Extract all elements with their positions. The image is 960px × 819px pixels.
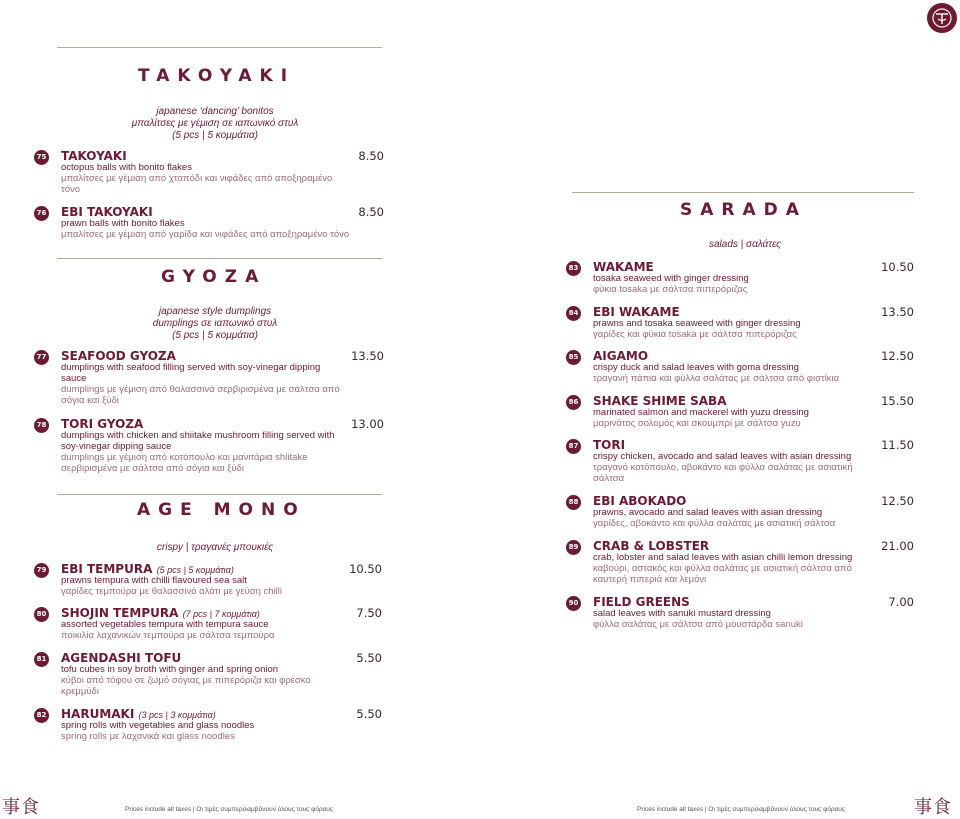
desc-en: dumplings with seafood filling served with soy-vinegar dipping sauce [61,362,321,384]
item-number: 88 [566,495,581,510]
desc-en: salad leaves with sanuki mustard dressing [593,608,771,619]
item-quantity: (7 pcs | 7 κομμάτια) [182,609,260,619]
subtitle-en: crispy | τραγανές μπουκιές [156,542,274,553]
item-price: 7.50 [356,606,382,620]
item-description [593,362,873,384]
desc-en: prawn balls with bonito flakes [61,218,185,229]
desc-gr: φύλλα σαλάτας με σάλτσα από μουστάρδα sanuki [593,619,803,630]
desc-gr: μπαλίτσες με γέμιση από χταπόδι και νιφάδες από αποξηραμένο τόνο [61,173,333,195]
item-price: 8.50 [358,149,384,163]
desc-gr: μπαλίτσες με γέμιση από γαρίδα και νιφάδες από αποξηραμένο τόνο [61,229,350,240]
item-price: 10.50 [349,562,382,576]
item-price: 13.00 [351,417,384,431]
item-name: EBI ABOKADO [593,494,687,508]
item-name: EBI WAKAME [593,305,680,319]
item-number: 79 [34,563,49,578]
item-price: 12.50 [881,494,914,508]
desc-gr: ποικιλία λαχανικών τεμπούρα με σάλτσα τεμπούρα [61,630,275,641]
desc-gr: γαρίδες τεμπούρα με θαλασσινό αλάτι με γεύση chilli [61,586,283,597]
restaurant-logo [927,3,957,33]
item-number: 89 [566,540,581,555]
desc-en: octopus balls with bonito flakes [61,162,192,173]
item-number: 90 [566,596,581,611]
subtitle-pieces: (5 pcs | 5 κομμάτια) [172,330,258,341]
item-number: 85 [566,350,581,365]
item-description [61,430,346,474]
section-title: TAKOYAKI [138,66,296,86]
item-name: SHAKE SHIME SABA [593,394,727,408]
section-subtitle [100,306,330,342]
section-divider [57,47,382,48]
desc-en: prawns, avocado and salad leaves with asian dressing [593,507,823,518]
desc-gr: γαρίδες και φύκια tosaka με σάλτσα πιπερόριζας [593,329,797,340]
item-description [61,664,321,697]
section-divider [57,258,382,259]
desc-en: dumplings with chicken and shiitake mushroom filling served with soy-vinegar dipping sauce [61,430,335,452]
desc-gr: κύβοι από τόφου σε ζωμό σόγιας με πιπερόριζα και φρέσκο κρεμμύδι [61,675,311,697]
item-name-text: HARUMAKI [61,707,135,721]
item-price: 13.50 [881,305,914,319]
desc-en: assorted vegetables tempura with tempura sauce [61,619,269,630]
item-price: 10.50 [881,260,914,274]
item-number: 81 [34,652,49,667]
section-gyoza [57,258,382,287]
item-number: 87 [566,439,581,454]
item-description [593,318,873,340]
footer-logo-right: 事食 [914,797,952,818]
item-number: 82 [34,708,49,723]
desc-en: spring rolls with vegetables and glass noodles [61,720,255,731]
item-name: FIELD GREENS [593,595,690,609]
desc-gr: dumplings με γέμιση από κοτόπουλο και μανιτάρια shiitake σερβιρισμένα με σάλτσα από σόγια και ξύδι [61,452,308,474]
item-price: 13.50 [351,349,384,363]
desc-gr: γαρίδες, αβοκάντο και φύλλα σαλάτας με ασιατική σάλτσα [593,518,836,529]
subtitle-gr: dumplings σε ιαπωνικό στυλ [152,318,278,329]
item-description [61,619,351,641]
item-name [61,562,234,576]
desc-gr: φύκια tosaka με σάλτσα πιπερόριζας [593,284,748,295]
section-title: SARADA [680,200,807,220]
item-description [593,608,873,630]
item-name: TAKOYAKI [61,149,127,163]
item-number: 80 [34,607,49,622]
section-divider [57,494,382,495]
desc-gr: spring rolls με λαχανικά και glass noodles [61,731,235,742]
item-number: 83 [566,261,581,276]
item-name: SEAFOOD GYOZA [61,349,176,363]
item-name: WAKAME [593,260,654,274]
item-description [593,451,858,484]
item-number: 77 [34,350,49,365]
item-description [593,507,873,529]
subtitle-pieces: (5 pcs | 5 κομμάτια) [172,130,258,141]
item-quantity: (3 pcs | 3 κομμάτια) [138,710,216,720]
item-price: 21.00 [881,539,914,553]
item-description [61,218,361,240]
section-takoyaki [57,47,382,86]
item-name-text: SHOJIN TEMPURA [61,606,179,620]
item-number: 75 [34,150,49,165]
subtitle-en: japanese style dumplings [158,306,272,317]
item-price: 11.50 [881,438,914,452]
item-name-text: EBI TEMPURA [61,562,153,576]
section-agemono [57,494,382,520]
item-price: 5.50 [356,707,382,721]
section-subtitle [100,542,330,554]
desc-en: tofu cubes in soy broth with ginger and spring onion [61,664,279,675]
item-price: 8.50 [358,205,384,219]
section-divider [572,192,914,193]
desc-gr: τραγανό κοτόπουλο, αβοκάντο και φύλλα σαλάτας με ασιατική σάλτσα [593,462,853,484]
item-price: 5.50 [356,651,382,665]
desc-gr: μαρινάτος σολομός και σκουμπρί με σάλτσα yuzu [593,418,801,429]
section-subtitle [630,239,860,251]
item-description [61,162,351,195]
desc-en: crab, lobster and salad leaves with asian chilli lemon dressing [593,552,853,563]
item-name: EBI TAKOYAKI [61,205,153,219]
item-price: 12.50 [881,349,914,363]
item-name: AGENDASHI TOFU [61,651,182,665]
item-number: 84 [566,306,581,321]
desc-gr: τραγανή πάπια και φύλλα σαλάτας με σάλτσα από φιστίκια [593,373,840,384]
logo-icon [931,7,953,29]
item-number: 78 [34,418,49,433]
item-name: TORI [593,438,626,452]
desc-en: marinated salmon and mackerel with yuzu dressing [593,407,809,418]
item-price: 15.50 [881,394,914,408]
desc-en: crispy duck and salad leaves with goma dressing [593,362,799,373]
item-name [61,606,260,620]
item-name: CRAB & LOBSTER [593,539,710,553]
item-description [61,720,351,742]
item-name: TORI GYOZA [61,417,144,431]
item-description [61,362,341,406]
subtitle-gr: μπαλίτσες με γέμιση σε ιαπωνικό στυλ [131,118,299,129]
section-subtitle [100,106,330,142]
subtitle-en: japanese ‘dancing’ bonitos [156,106,274,117]
item-description [61,575,351,597]
subtitle-en: salads | σαλάτες [708,239,781,250]
desc-en: prawns and tosaka seaweed with ginger dressing [593,318,801,329]
item-number: 86 [566,395,581,410]
item-price: 7.00 [888,595,914,609]
desc-gr: dumplings με γέμιση από θαλασσινά σερβιρισμένα με σάλτσα από σόγια και ξύδι [61,384,340,406]
item-name: AIGAMO [593,349,649,363]
item-quantity: (5 pcs | 5 κομμάτια) [156,565,234,575]
item-number: 76 [34,206,49,221]
desc-en: tosaka seaweed with ginger dressing [593,273,749,284]
footer-taxes-right: Prices include all taxes | Οι τιμές συμπεριλαμβάνουν όλους τους φόρους [637,806,845,813]
desc-en: prawns tempura with chilli flavoured sea salt [61,575,247,586]
section-title: AGE MONO [137,500,306,520]
footer-taxes-left: Prices include all taxes | Οι τιμές συμπεριλαμβάνουν όλους τους φόρους [125,806,333,813]
desc-gr: καβούρι, αστακός και φύλλα σαλάτας με ασιατική σάλτσα από καυτερή πιπεριά και λεμόνι [593,563,852,585]
section-title: GYOZA [161,267,267,287]
item-name [61,707,216,721]
item-description [593,552,858,585]
item-description [593,407,873,429]
item-description [593,273,873,295]
desc-en: crispy chicken, avocado and salad leaves with asian dressing [593,451,852,462]
footer-logo-left: 事食 [2,797,40,818]
section-sarada [572,192,914,220]
